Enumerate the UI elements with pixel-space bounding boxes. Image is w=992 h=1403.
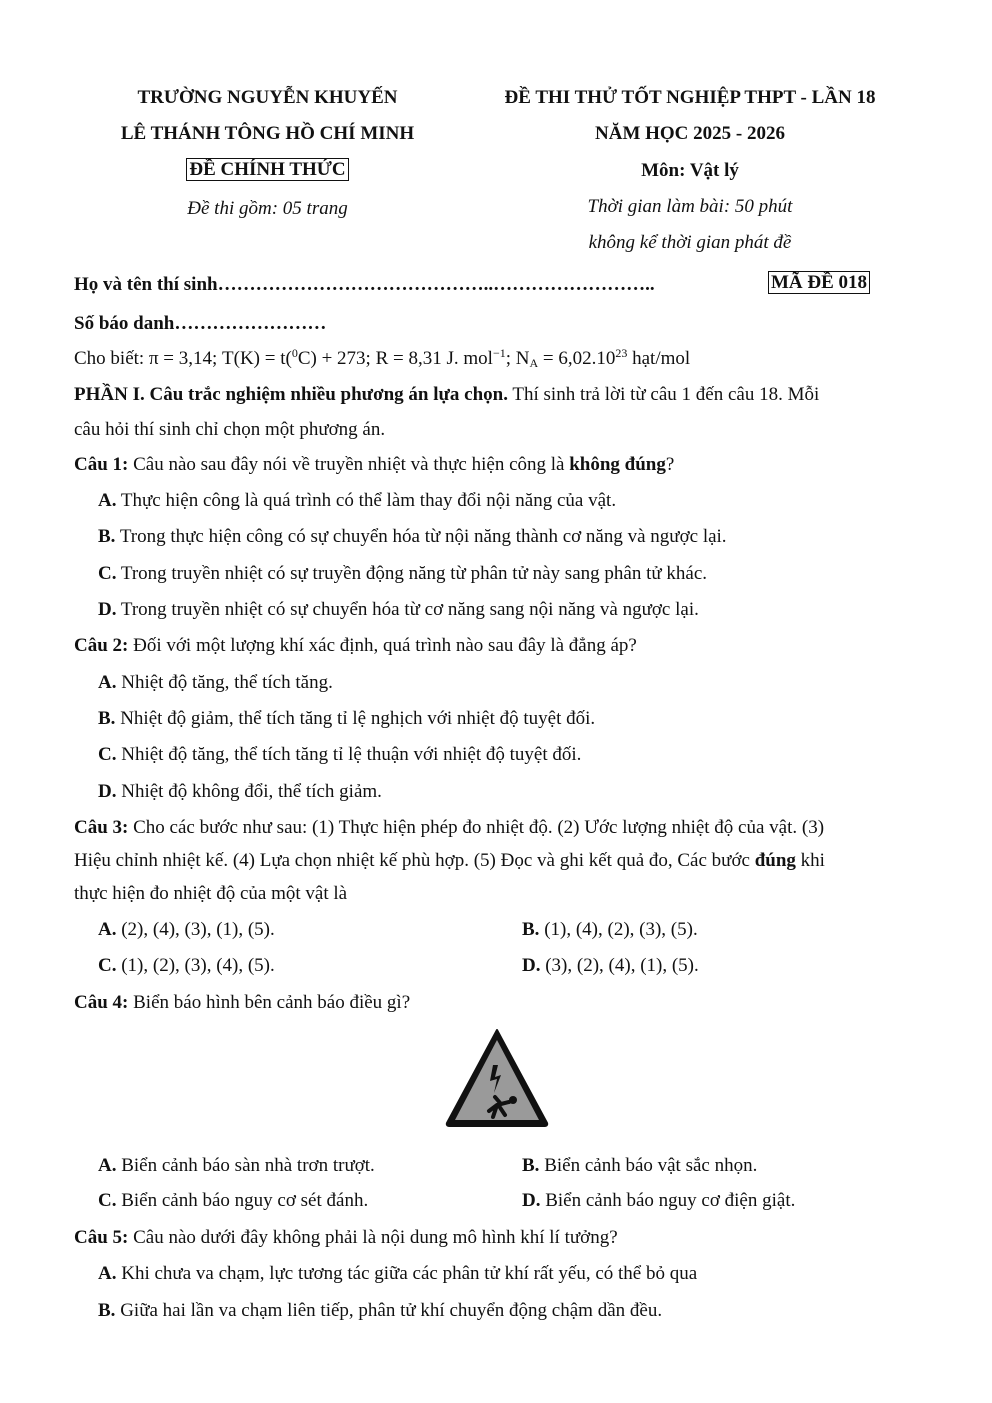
option-letter: A.	[98, 672, 117, 693]
time-note: không kể thời gian phát đề	[588, 232, 792, 253]
option-text: Biển cảnh báo sàn nhà trơn trượt.	[116, 1155, 375, 1176]
question-emphasis: không đúng	[569, 454, 666, 475]
question-text: Hiệu chỉnh nhiệt kế. (4) Lựa chọn nhiệt kế phù hợp. (5) Đọc và ghi kết quả đo, Các bước	[74, 850, 755, 871]
question-label: Câu 2:	[74, 635, 129, 656]
option-letter: D.	[522, 1190, 541, 1211]
question-text: Đối với một lượng khí xác định, quá trình nào sau đây là đẳng áp?	[128, 635, 637, 656]
q1-option-d	[98, 599, 699, 621]
school-year: NĂM HỌC 2025 - 2026	[595, 123, 785, 144]
power-exponent: 23	[615, 346, 628, 360]
option-text: (1), (2), (3), (4), (5).	[116, 955, 275, 976]
subject: Môn: Vật lý	[641, 160, 739, 181]
question-label: Câu 1:	[74, 454, 129, 475]
option-letter: B.	[98, 1300, 116, 1321]
option-letter: B.	[522, 919, 540, 940]
option-letter: D.	[98, 599, 117, 620]
section-1-header	[74, 384, 819, 406]
option-letter: D.	[98, 781, 117, 802]
student-id-field: ……………………	[174, 313, 327, 334]
pages-note: Đề thi gồm: 05 trang	[187, 198, 348, 219]
option-letter: A.	[98, 1263, 117, 1284]
student-name-field: ……………………………………..……………………..	[217, 274, 655, 295]
q4-option-c	[98, 1190, 368, 1212]
option-text: Giữa hai lần va chạm liên tiếp, phân tử khí chuyển động chậm dần đều.	[115, 1300, 663, 1321]
option-text: Trong truyền nhiệt có sự truyền động năng từ phân tử này sang phân tử khác.	[116, 563, 708, 584]
option-letter: C.	[98, 744, 117, 765]
question-label: Câu 3:	[74, 817, 129, 838]
q4-option-a	[98, 1155, 375, 1177]
constants-text: = 6,02.10	[538, 348, 616, 369]
exam-code-wrap	[768, 272, 870, 294]
question-2	[74, 635, 637, 657]
question-3-line2	[74, 850, 825, 872]
exam-code: MÃ ĐỀ 018	[768, 271, 870, 294]
q1-option-c	[98, 563, 707, 585]
option-text: Khi chưa va chạm, lực tương tác giữa các phân tử khí rất yếu, có thể bỏ qua	[116, 1263, 698, 1284]
option-letter: A.	[98, 919, 117, 940]
q4-option-b	[522, 1155, 757, 1177]
electric-shock-warning-icon	[443, 1027, 551, 1129]
exam-title: ĐỀ THI THỬ TỐT NGHIỆP THPT - LẦN 18	[504, 87, 876, 108]
option-text: Nhiệt độ không đổi, thể tích giảm.	[116, 781, 382, 802]
question-4	[74, 992, 410, 1014]
q5-option-a	[98, 1263, 697, 1285]
school-name-line2: LÊ THÁNH TÔNG HỒ CHÍ MINH	[120, 123, 415, 144]
question-3-line3: thực hiện đo nhiệt độ của một vật là	[74, 883, 348, 904]
option-letter: C.	[98, 955, 117, 976]
option-text: (3), (2), (4), (1), (5).	[540, 955, 699, 976]
option-letter: B.	[522, 1155, 540, 1176]
option-letter: A.	[98, 490, 117, 511]
option-text: Nhiệt độ tăng, thể tích tăng.	[116, 672, 333, 693]
question-emphasis: đúng	[754, 850, 796, 871]
question-text: Câu nào sau đây nói về truyền nhiệt và thực hiện công là	[128, 454, 570, 475]
option-text: Thực hiện công là quá trình có thể làm thay đổi nội năng của vật.	[116, 490, 617, 511]
constants-text: ; N	[505, 348, 530, 369]
option-text: Nhiệt độ giảm, thể tích tăng tỉ lệ nghịch với nhiệt độ tuyệt đối.	[115, 708, 596, 729]
official-label-wrap	[80, 159, 455, 181]
degree-superscript: 0	[291, 346, 298, 360]
option-text: Nhiệt độ tăng, thể tích tăng tỉ lệ thuận với nhiệt độ tuyệt đối.	[116, 744, 582, 765]
q2-option-b	[98, 708, 595, 730]
question-3	[74, 817, 824, 839]
q1-option-b	[98, 526, 727, 548]
constants-text: C) + 273; R = 8,31 J. mol	[297, 348, 493, 369]
question-label: Câu 5:	[74, 1227, 129, 1248]
q2-option-c	[98, 744, 581, 766]
student-name-label: Họ và tên thí sinh	[74, 274, 218, 295]
q3-option-d	[522, 955, 699, 977]
option-letter: C.	[98, 1190, 117, 1211]
question-text: ?	[665, 454, 675, 475]
question-text: Biển báo hình bên cảnh báo điều gì?	[128, 992, 411, 1013]
option-text: Biển cảnh báo nguy cơ điện giật.	[540, 1190, 796, 1211]
option-text: Trong thực hiện công có sự chuyển hóa từ nội năng thành cơ năng và ngược lại.	[115, 526, 727, 547]
option-text: Biển cảnh báo vật sắc nhọn.	[539, 1155, 758, 1176]
question-text: khi	[795, 850, 825, 871]
option-letter: B.	[98, 708, 116, 729]
q1-option-a	[98, 490, 616, 512]
option-text: Trong truyền nhiệt có sự chuyển hóa từ cơ năng sang nội năng và ngược lại.	[116, 599, 699, 620]
given-constants	[74, 348, 690, 370]
q3-option-c	[98, 955, 275, 977]
q2-option-d	[98, 781, 382, 803]
option-letter: B.	[98, 526, 116, 547]
option-text: Biển cảnh báo nguy cơ sét đánh.	[116, 1190, 369, 1211]
student-name-row	[74, 274, 655, 296]
question-text: Cho các bước như sau: (1) Thực hiện phép đo nhiệt độ. (2) Ước lượng nhiệt độ của vật. (3)	[128, 817, 825, 838]
option-letter: D.	[522, 955, 541, 976]
option-text: (1), (4), (2), (3), (5).	[539, 919, 698, 940]
question-1	[74, 454, 674, 476]
q5-option-b	[98, 1300, 662, 1322]
avogadro-subscript: A	[529, 356, 539, 370]
question-text: Câu nào dưới đây không phải là nội dung mô hình khí lí tưởng?	[128, 1227, 618, 1248]
q4-option-d	[522, 1190, 795, 1212]
official-label: ĐỀ CHÍNH THỨC	[186, 158, 348, 181]
section-1-title: PHẦN I. Câu trắc nghiệm nhiều phương án lựa chọn.	[74, 384, 508, 405]
constants-text: Cho biết: π = 3,14; T(K) = t(	[74, 348, 292, 369]
student-id-label: Số báo danh	[74, 313, 175, 334]
school-name-line1: TRƯỜNG NGUYỄN KHUYẾN	[137, 87, 398, 108]
section-1-description: Thí sinh trả lời từ câu 1 đến câu 18. Mỗi	[507, 384, 820, 405]
constants-text: hạt/mol	[627, 348, 691, 369]
q2-option-a	[98, 672, 333, 694]
student-id-row	[74, 313, 326, 335]
option-letter: C.	[98, 563, 117, 584]
option-text: (2), (4), (3), (1), (5).	[116, 919, 275, 940]
q3-option-a	[98, 919, 275, 941]
q3-option-b	[522, 919, 698, 941]
mol-exponent: −1	[492, 346, 506, 360]
question-label: Câu 4:	[74, 992, 129, 1013]
time-limit: Thời gian làm bài: 50 phút	[587, 196, 793, 217]
section-1-description-line2: câu hỏi thí sinh chỉ chọn một phương án.	[74, 419, 386, 440]
question-5	[74, 1227, 618, 1249]
option-letter: A.	[98, 1155, 117, 1176]
